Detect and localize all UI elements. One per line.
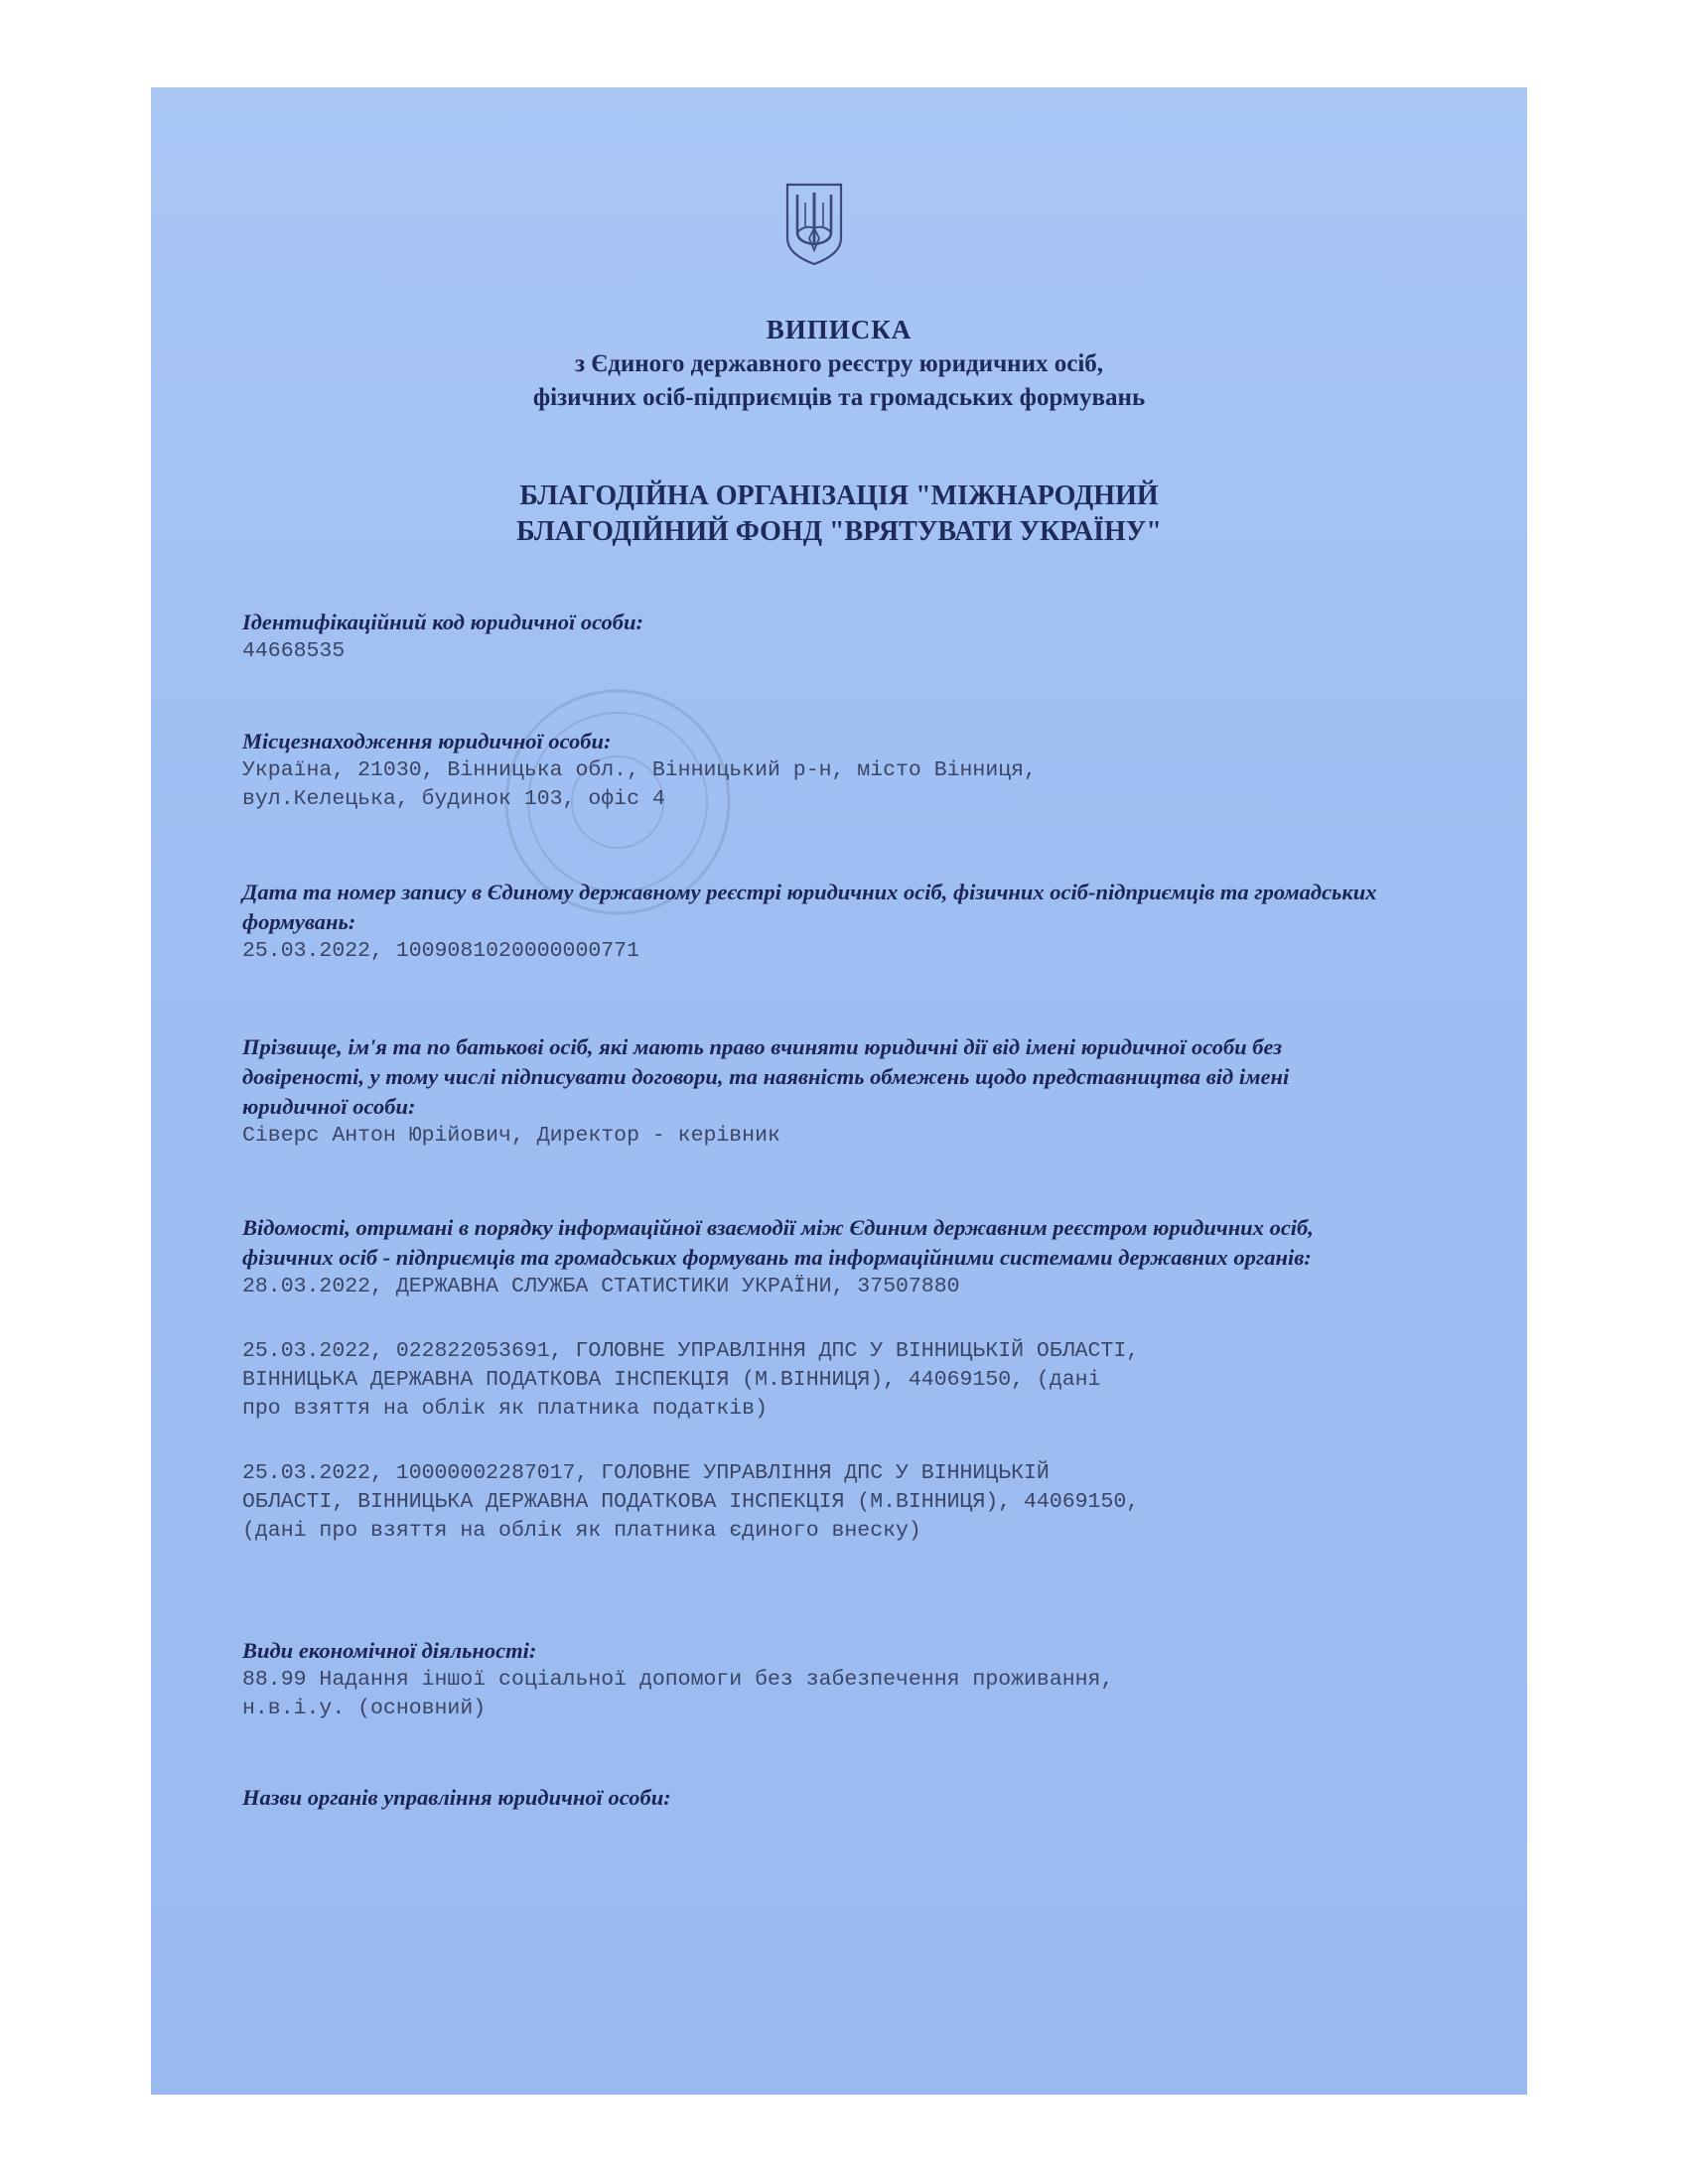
document-header	[151, 312, 1527, 415]
organization-name-line2: БЛАГОДІЙНИЙ ФОНД "ВРЯТУВАТИ УКРАЇНУ"	[516, 516, 1162, 547]
section-representatives	[242, 1032, 1394, 1151]
section-label: Місцезнаходження юридичної особи:	[242, 729, 612, 753]
registry-record-value: 25.03.2022, 1009081020000000771	[242, 939, 639, 963]
section-registry-record	[242, 878, 1394, 966]
organization-name	[151, 478, 1527, 550]
document-title: ВИПИСКА	[766, 315, 913, 344]
economic-activities-value: 88.99 Надання іншої соціальної допомоги без забезпечення проживання, н.в.і.у. (основний)	[242, 1668, 1114, 1720]
section-label: Прізвище, ім'я та по батькові осіб, які мають право вчиняти юридичні дії від імені юридичної особи без довіреності, у тому числі підписувати договори, та наявність обмежень щодо представництва від імені юридичної особи:	[242, 1034, 1290, 1119]
section-label: Ідентифікаційний код юридичної особи:	[242, 610, 644, 634]
section-label: Дата та номер запису в Єдиному державному реєстрі юридичних осіб, фізичних осіб-підприємців та громадських формувань:	[242, 880, 1377, 934]
section-location	[242, 727, 1394, 814]
info-exchange-entry: 25.03.2022, 022822053691, ГОЛОВНЕ УПРАВЛІННЯ ДПС У ВІННИЦЬКІЙ ОБЛАСТІ, ВІННИЦЬКА ДЕРЖАВНА ПОДАТКОВА ІНСПЕКЦІЯ (М.ВІННИЦЯ), 44069150, (дані про взяття на облік як платника податків)	[242, 1339, 1140, 1421]
section-economic-activities	[242, 1636, 1394, 1723]
identification-code-value: 44668535	[242, 639, 346, 663]
organization-name-line1: БЛАГОДІЙНА ОРГАНІЗАЦІЯ "МІЖНАРОДНИЙ	[519, 480, 1159, 511]
section-label: Відомості, отримані в порядку інформаційної взаємодії між Єдиним державним реєстром юридичних осіб, фізичних осіб - підприємців та громадських формувань та інформаційними системами державних органів:	[242, 1215, 1314, 1270]
info-exchange-entry: 28.03.2022, ДЕРЖАВНА СЛУЖБА СТАТИСТИКИ УКРАЇНИ, 37507880	[242, 1275, 960, 1298]
document-subtitle-line1: з Єдиного державного реєстру юридичних осіб,	[574, 350, 1104, 377]
section-governance-bodies	[242, 1783, 1394, 1813]
section-label: Назви органів управління юридичної особи:	[242, 1785, 671, 1810]
document-page	[151, 87, 1527, 2095]
section-identification-code	[242, 608, 1394, 666]
info-exchange-entry: 25.03.2022, 10000002287017, ГОЛОВНЕ УПРАВЛІННЯ ДПС У ВІННИЦЬКІЙ ОБЛАСТІ, ВІННИЦЬКА ДЕРЖАВНА ПОДАТКОВА ІНСПЕКЦІЯ (М.ВІННИЦЯ), 44069150, (дані про взяття на облік як платника єдиного внеску)	[242, 1461, 1140, 1543]
section-label: Види економічної діяльності:	[242, 1638, 537, 1663]
representatives-value: Сіверс Антон Юрійович, Директор - керівник	[242, 1124, 780, 1148]
trident-icon	[783, 181, 845, 266]
document-subtitle-line2: фізичних осіб-підприємців та громадських формувань	[532, 384, 1146, 411]
section-info-exchange	[242, 1213, 1394, 1546]
location-value: Україна, 21030, Вінницька обл., Вінницький р-н, місто Вінниця, вул.Келецька, будинок 103, офіс 4	[242, 758, 1037, 811]
